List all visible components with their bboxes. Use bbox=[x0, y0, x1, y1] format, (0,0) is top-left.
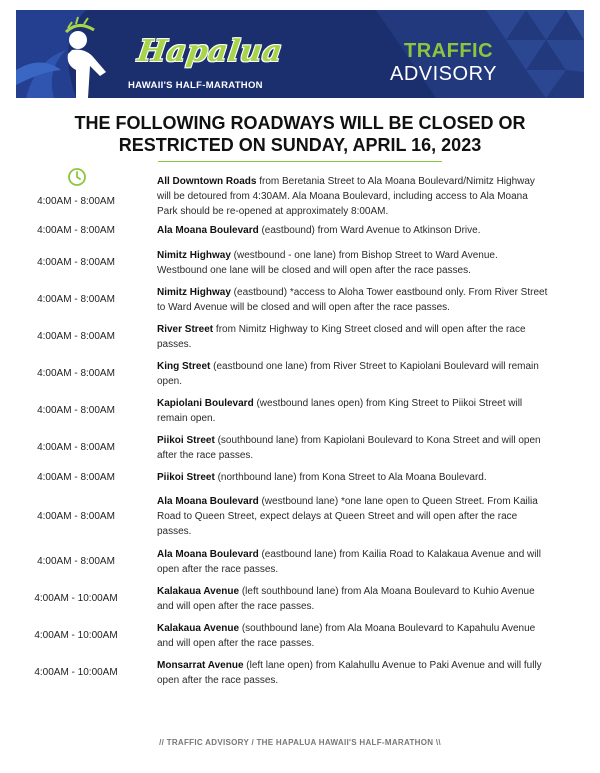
clock-icon bbox=[67, 167, 87, 187]
closure-detail: from Nimitz Highway to King Street closed and will open after the race passes. bbox=[157, 324, 526, 350]
closure-time: 4:00AM - 8:00AM bbox=[37, 224, 115, 236]
heading-line2: RESTRICTED ON SUNDAY, APRIL 16, 2023 bbox=[118, 135, 482, 155]
closure-time: 4:00AM - 8:00AM bbox=[37, 405, 115, 416]
closure-detail: (eastbound) from Ward Avenue to Atkinson Drive. bbox=[258, 225, 481, 236]
closure-road-name: Kalakaua Avenue bbox=[157, 586, 240, 597]
heading-divider bbox=[158, 161, 442, 162]
closure-detail: (westbound lanes open) from King Street to Piikoi Street will remain open. bbox=[157, 398, 523, 424]
closure-description bbox=[157, 494, 549, 539]
closure-road-name: Piikoi Street bbox=[157, 435, 215, 446]
page-heading bbox=[60, 112, 540, 156]
closure-road-name: Ala Moana Boulevard bbox=[157, 225, 259, 236]
closure-description bbox=[157, 547, 549, 577]
closure-road-name: Kalakaua Avenue bbox=[157, 623, 240, 634]
closure-description bbox=[157, 285, 549, 315]
closure-time: 4:00AM - 8:00AM bbox=[37, 331, 115, 342]
closure-description bbox=[157, 584, 549, 614]
closure-road-name: Kapiolani Boulevard bbox=[157, 398, 254, 409]
closure-detail: (northbound lane) from Kona Street to Ala Moana Boulevard. bbox=[214, 472, 487, 483]
closure-time: 4:00AM - 10:00AM bbox=[34, 667, 118, 678]
closure-description bbox=[157, 322, 549, 352]
closure-detail: (left southbound lane) from Ala Moana Boulevard to Kuhio Avenue and will open after the race passes. bbox=[157, 586, 535, 612]
closure-description bbox=[157, 658, 549, 688]
closure-detail: from Beretania Street to Ala Moana Boulevard/Nimitz Highway will be detoured from 4:30AM. Ala Moana Boulevard, including access to Ala Moana Park should be re-opened at approximately 8:00AM. bbox=[157, 176, 535, 217]
closure-time: 4:00AM - 8:00AM bbox=[37, 195, 115, 207]
closure-road-name: Piikoi Street bbox=[157, 472, 215, 483]
closure-description bbox=[157, 396, 549, 426]
closure-time: 4:00AM - 8:00AM bbox=[37, 257, 115, 268]
closure-time: 4:00AM - 8:00AM bbox=[37, 294, 115, 305]
closure-description bbox=[157, 433, 549, 463]
closure-road-name: Monsarrat Avenue bbox=[157, 660, 244, 671]
closure-time: 4:00AM - 8:00AM bbox=[37, 442, 115, 453]
closure-road-name: River Street bbox=[157, 324, 214, 335]
advisory-title-line2: ADVISORY bbox=[390, 63, 497, 85]
logo-subtitle: HAWAII'S HALF-MARATHON bbox=[128, 80, 263, 91]
closure-time: 4:00AM - 10:00AM bbox=[34, 630, 118, 641]
closure-description bbox=[157, 248, 549, 278]
closure-road-name: Ala Moana Boulevard bbox=[157, 496, 259, 507]
closure-detail: (eastbound lane) from Kailia Road to Kalakaua Avenue and will open after the race passes. bbox=[157, 549, 541, 575]
closure-time: 4:00AM - 8:00AM bbox=[37, 368, 115, 379]
closure-detail: (southbound lane) from Kapiolani Boulevard to Kona Street and will open after the race passes. bbox=[157, 435, 541, 461]
closure-road-name: Ala Moana Boulevard bbox=[157, 549, 259, 560]
closure-road-name: King Street bbox=[157, 361, 211, 372]
closure-time: 4:00AM - 10:00AM bbox=[34, 593, 118, 604]
closure-road-name: Nimitz Highway bbox=[157, 287, 231, 298]
closure-road-name: All Downtown Roads bbox=[157, 176, 257, 187]
closure-detail: (westbound - one lane) from Bishop Street to Ward Avenue. Westbound one lane will be closed and will open after the race passes. bbox=[157, 250, 498, 276]
closure-detail: (left lane open) from Kalahullu Avenue to Paki Avenue and will fully open after the race passes. bbox=[157, 660, 542, 686]
closure-detail: (southbound lane) from Ala Moana Boulevard to Kapahulu Avenue and will open after the race passes. bbox=[157, 623, 536, 649]
closure-description bbox=[157, 359, 549, 389]
logo-title: Hapalua bbox=[135, 34, 285, 69]
closure-detail: (eastbound one lane) from River Street to Kapiolani Boulevard will remain open. bbox=[157, 361, 539, 387]
closure-detail: (westbound lane) *one lane open to Queen Street. From Kailia Road to Queen Street, expect delays at Queen Street and will open after the race passes. bbox=[157, 496, 538, 537]
closure-time: 4:00AM - 8:00AM bbox=[37, 510, 115, 522]
page-footer: // TRAFFIC ADVISORY / THE HAPALUA HAWAII'S HALF-MARATHON \\ bbox=[159, 738, 441, 747]
closure-time: 4:00AM - 8:00AM bbox=[37, 556, 115, 567]
closure-road-name: Nimitz Highway bbox=[157, 250, 231, 261]
closure-description bbox=[157, 470, 549, 485]
banner-background bbox=[16, 10, 584, 98]
header-banner bbox=[16, 10, 584, 98]
closure-description bbox=[157, 223, 549, 238]
heading-line1: THE FOLLOWING ROADWAYS WILL BE CLOSED OR bbox=[74, 113, 526, 133]
closure-description bbox=[157, 174, 549, 219]
closure-description bbox=[157, 621, 549, 651]
closure-detail: (eastbound) *access to Aloha Tower eastbound only. From River Street to Ward Avenue will be closed and will open after the race passes. bbox=[157, 287, 548, 313]
advisory-title-line1: TRAFFIC bbox=[404, 40, 494, 62]
closure-time: 4:00AM - 8:00AM bbox=[37, 471, 115, 483]
